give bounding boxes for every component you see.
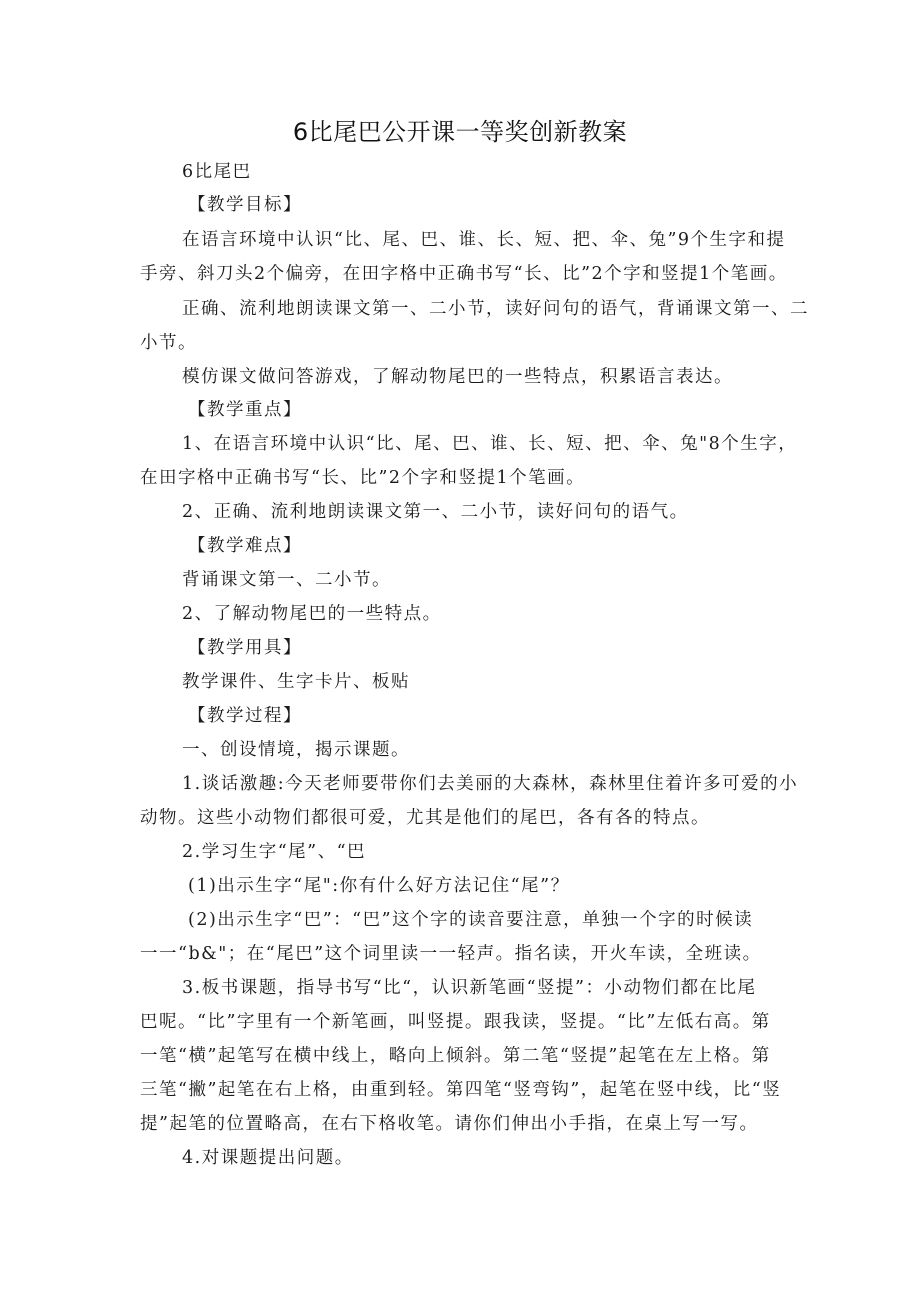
paragraph-line: 2.学习生字“尾”、“巴 (182, 842, 367, 862)
paragraph-line: 1、在语言环境中认识“比、尾、巴、谁、长、短、把、伞、兔"8个生字， (182, 434, 798, 454)
paragraph-line: 手旁、斜刀头2个偏旁，在田字格中正确书写“长、比”2个字和竖提1个笔画。 (140, 264, 788, 284)
paragraph-line: 模仿课文做问答游戏，了解动物尾巴的一些特点，积累语言表达。 (182, 367, 733, 387)
paragraph-line: 3.板书课题，指导书写“比“，认识新笔画“竖提”：小动物们都在比尾 (182, 978, 757, 998)
document-title: 6比尾巴公开课一等奖创新教案 (292, 118, 628, 146)
paragraph-line: 2、了解动物尾巴的一些特点。 (182, 604, 442, 624)
paragraph-line: 1.谈话激趣:今天老师要带你们去美丽的大森林，森林里住着许多可爱的小 (182, 774, 799, 794)
paragraph-line: (1)出示生字“尾":你有什么好方法记住“尾”？ (188, 876, 570, 896)
paragraph-line: 动物。这些小动物们都很可爱，尤其是他们的尾巴，各有各的特点。 (140, 808, 710, 828)
section-heading-key-points: 【教学重点】 (188, 400, 302, 420)
paragraph-line: (2)出示生字“巴”：“巴”这个字的读音要注意，单独一个字的时候读 (188, 910, 754, 930)
paragraph-line: 一一“b&"；在“尾巴”这个词里读一一轻声。指名读，开火车读，全班读。 (140, 944, 762, 964)
section-heading-process: 【教学过程】 (188, 706, 302, 726)
paragraph-line: 提”起笔的位置略高，在右下格收笔。请你们伸出小手指，在桌上写一写。 (140, 1114, 759, 1134)
paragraph-line: 教学课件、生字卡片、板贴 (182, 672, 410, 692)
lesson-heading: 6比尾巴 (182, 162, 252, 182)
paragraph-line: 巴呢。“比”字里有一个新笔画，叫竖提。跟我读，竖提。“比”左低右高。第 (140, 1012, 771, 1032)
paragraph-line: 小节。 (140, 333, 197, 353)
section-heading-objectives: 【教学目标】 (188, 195, 302, 215)
paragraph-line: 一笔“横”起笔写在横中线上，略向上倾斜。第二笔“竖提”起笔在左上格。第 (140, 1046, 771, 1066)
paragraph-line: 4.对课题提出问题。 (182, 1148, 354, 1168)
paragraph-line: 背诵课文第一、二小节。 (182, 570, 391, 590)
section-heading-difficulties: 【教学难点】 (188, 536, 302, 556)
paragraph-line: 在田字格中正确书写“长、比”2个字和竖提1个笔画。 (140, 468, 586, 488)
paragraph-line: 在语言环境中认识“比、尾、巴、谁、长、短、把、伞、兔”9个生字和提 (182, 230, 786, 250)
section-heading-materials: 【教学用具】 (188, 638, 302, 658)
paragraph-line: 正确、流利地朗读课文第一、二小节，读好问句的语气，背诵课文第一、二 (182, 299, 809, 319)
paragraph-line: 2、正确、流利地朗读课文第一、二小节，读好问句的语气。 (182, 502, 689, 522)
paragraph-line: 三笔“撇”起笔在右上格，由重到轻。第四笔“竖弯钩”，起笔在竖中线，比“竖 (140, 1080, 782, 1100)
paragraph-line: 一、创设情境，揭示课题。 (182, 740, 410, 760)
